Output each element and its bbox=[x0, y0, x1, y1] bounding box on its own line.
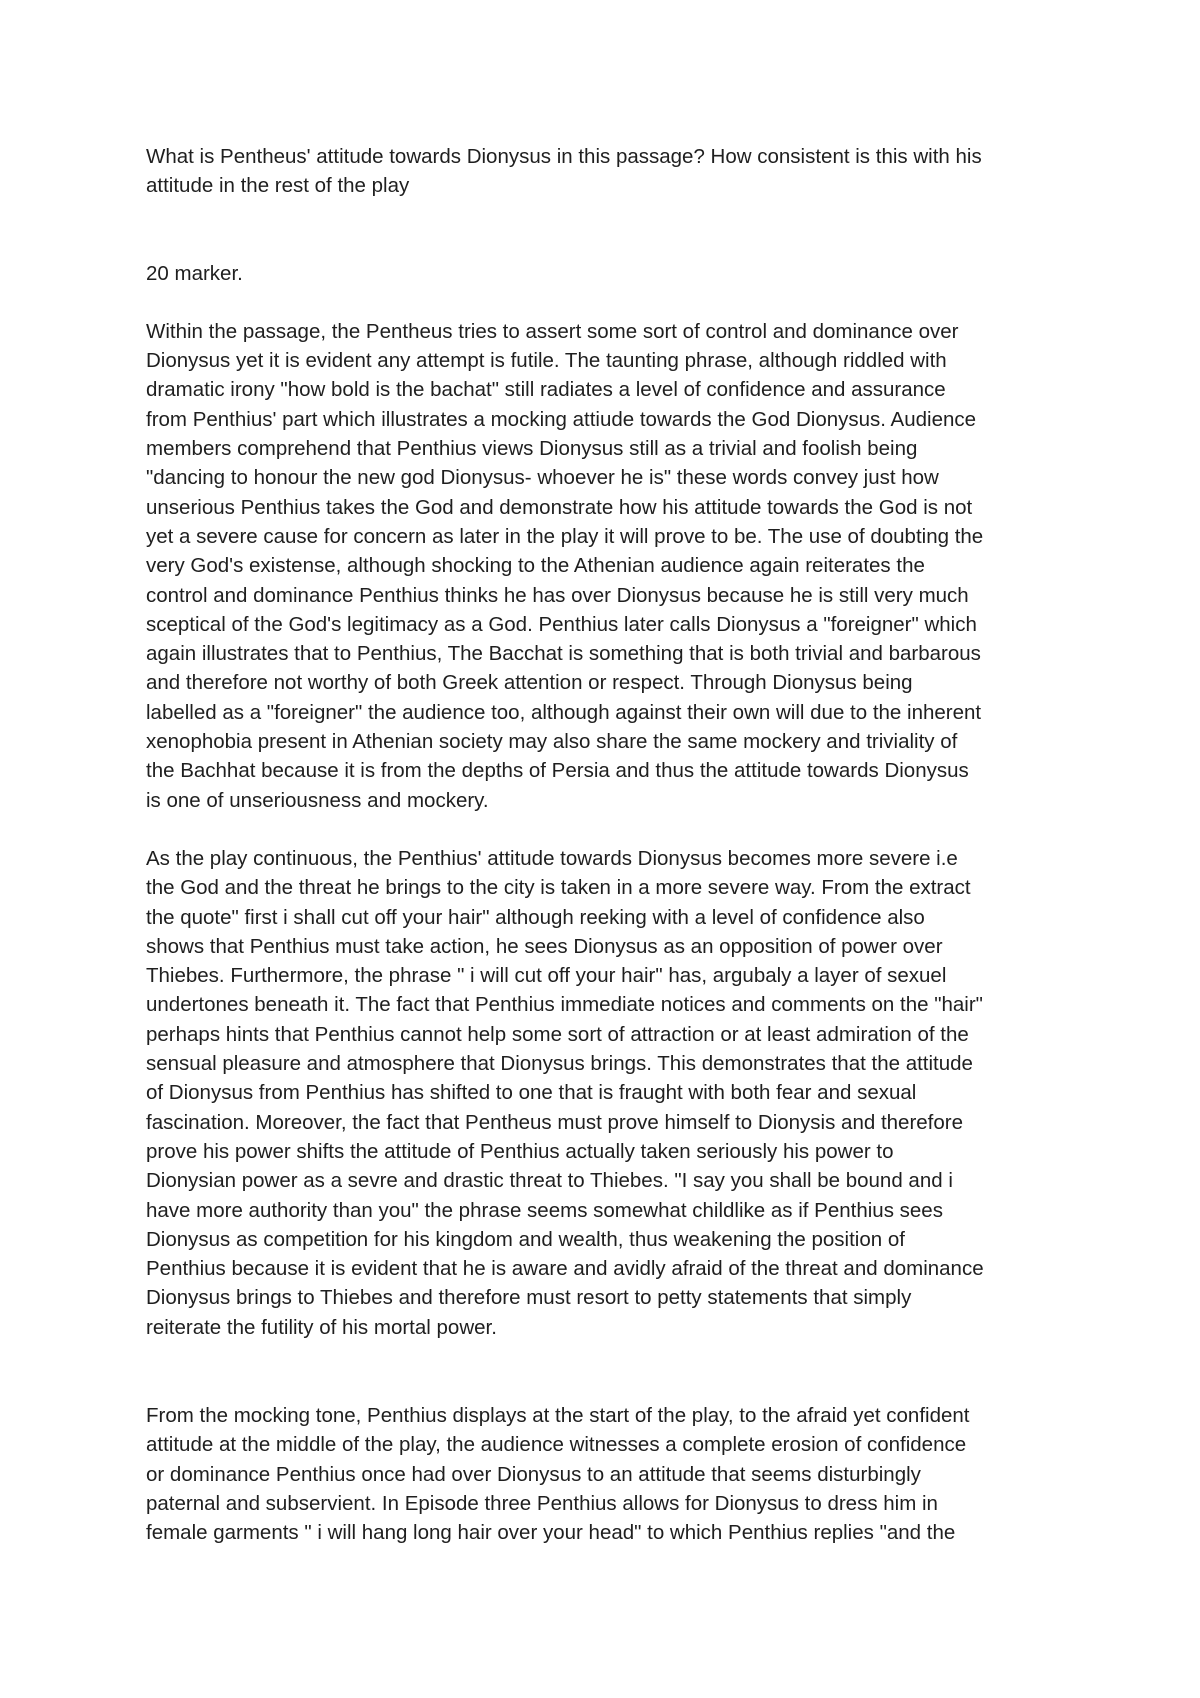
paragraph-line: is one of unseriousness and mockery. bbox=[146, 788, 489, 812]
paragraph-line: female garments " i will hang long hair over your head" to which Penthius replies "and the bbox=[146, 1521, 956, 1545]
paragraph-line: labelled as a "foreigner" the audience too, although against their own will due to the inherent bbox=[146, 700, 982, 724]
paragraph-line: and therefore not worthy of both Greek attention or respect. Through Dionysus being bbox=[146, 671, 913, 695]
paragraph-line: attitude at the middle of the play, the audience witnesses a complete erosion of confidence bbox=[146, 1433, 967, 1457]
paragraph-line: the Bachhat because it is from the depths of Persia and thus the attitude towards Dionysus bbox=[146, 759, 969, 783]
paragraph-line: Penthius because it is evident that he is aware and avidly afraid of the threat and dominance bbox=[146, 1257, 984, 1281]
spacer bbox=[146, 201, 1066, 259]
paragraph-line: "dancing to honour the new god Dionysus- whoever he is" these words convey just how bbox=[146, 466, 939, 490]
paragraph-line: As the play continuous, the Penthius' attitude towards Dionysus becomes more severe i.e bbox=[146, 846, 958, 870]
paragraph-line: very God's existense, although shocking to the Athenian audience again reiterates the bbox=[146, 554, 925, 578]
paragraph-line: Dionysus as competition for his kingdom and wealth, thus weakening the position of bbox=[146, 1227, 905, 1251]
question-text bbox=[146, 142, 1066, 201]
paragraph-line: Thiebes. Furthermore, the phrase " i will cut off your hair" has, argubaly a layer of sexuel bbox=[146, 964, 947, 988]
paragraph-1 bbox=[146, 317, 1066, 815]
paragraph-line: sceptical of the God's legitimacy as a God. Penthius later calls Dionysus a "foreigner" which bbox=[146, 612, 977, 636]
question-line: attitude in the rest of the play bbox=[146, 174, 410, 198]
document-page bbox=[146, 142, 1066, 1547]
spacer bbox=[146, 815, 1066, 844]
paragraph-line: Dionysus brings to Thiebes and therefore must resort to petty statements that simply bbox=[146, 1286, 912, 1310]
paragraph-2 bbox=[146, 844, 1066, 1342]
paragraph-line: dramatic irony "how bold is the bachat" still radiates a level of confidence and assurance bbox=[146, 378, 946, 402]
paragraph-line: From the mocking tone, Penthius displays at the start of the play, to the afraid yet confident bbox=[146, 1403, 970, 1427]
marker-text bbox=[146, 259, 1066, 288]
paragraph-line: members comprehend that Penthius views Dionysus still as a trivial and foolish being bbox=[146, 437, 918, 461]
paragraph-line: the God and the threat he brings to the city is taken in a more severe way. From the extract bbox=[146, 876, 971, 900]
paragraph-line: control and dominance Penthius thinks he has over Dionysus because he is still very much bbox=[146, 583, 969, 607]
paragraph-line: sensual pleasure and atmosphere that Dionysus brings. This demonstrates that the attitude bbox=[146, 1052, 973, 1076]
paragraph-line: prove his power shifts the attitude of Penthius actually taken seriously his power to bbox=[146, 1139, 894, 1163]
paragraph-line: shows that Penthius must take action, he sees Dionysus as an opposition of power over bbox=[146, 934, 943, 958]
question-line: What is Pentheus' attitude towards Dionysus in this passage? How consistent is this with his bbox=[146, 145, 982, 168]
paragraph-line: of Dionysus from Penthius has shifted to one that is fraught with both fear and sexual bbox=[146, 1081, 917, 1105]
paragraph-line: or dominance Penthius once had over Dionysus to an attitude that seems disturbingly bbox=[146, 1462, 921, 1486]
paragraph-line: fascination. Moreover, the fact that Pentheus must prove himself to Dionysis and therefore bbox=[146, 1110, 964, 1134]
paragraph-line: undertones beneath it. The fact that Penthius immediate notices and comments on the "hair" bbox=[146, 993, 983, 1017]
paragraph-line: have more authority than you" the phrase seems somewhat childlike as if Penthius sees bbox=[146, 1198, 943, 1222]
spacer bbox=[146, 288, 1066, 317]
paragraph-line: perhaps hints that Penthius cannot help some sort of attraction or at least admiration of the bbox=[146, 1022, 969, 1046]
paragraph-line: Dionysus yet it is evident any attempt is futile. The taunting phrase, although riddled with bbox=[146, 349, 947, 373]
paragraph-line: yet a severe cause for concern as later in the play it will prove to be. The use of doubting the bbox=[146, 524, 984, 548]
paragraph-line: xenophobia present in Athenian society may also share the same mockery and triviality of bbox=[146, 730, 958, 754]
paragraph-line: paternal and subservient. In Episode three Penthius allows for Dionysus to dress him in bbox=[146, 1491, 938, 1515]
paragraph-line: again illustrates that to Penthius, The Bacchat is something that is both trivial and barbarous bbox=[146, 642, 981, 666]
paragraph-line: the quote" first i shall cut off your hair" although reeking with a level of confidence also bbox=[146, 905, 925, 929]
paragraph-line: reiterate the futility of his mortal power. bbox=[146, 1315, 497, 1339]
paragraph-3 bbox=[146, 1401, 1066, 1547]
paragraph-line: from Penthius' part which illustrates a mocking attiude towards the God Dionysus. Audience bbox=[146, 407, 977, 431]
spacer bbox=[146, 1342, 1066, 1401]
marker-line: 20 marker. bbox=[146, 261, 243, 285]
paragraph-line: Within the passage, the Pentheus tries to assert some sort of control and dominance over bbox=[146, 319, 959, 343]
paragraph-line: Dionysian power as a sevre and drastic threat to Thiebes. "I say you shall be bound and i bbox=[146, 1169, 953, 1193]
paragraph-line: unserious Penthius takes the God and demonstrate how his attitude towards the God is not bbox=[146, 495, 973, 519]
